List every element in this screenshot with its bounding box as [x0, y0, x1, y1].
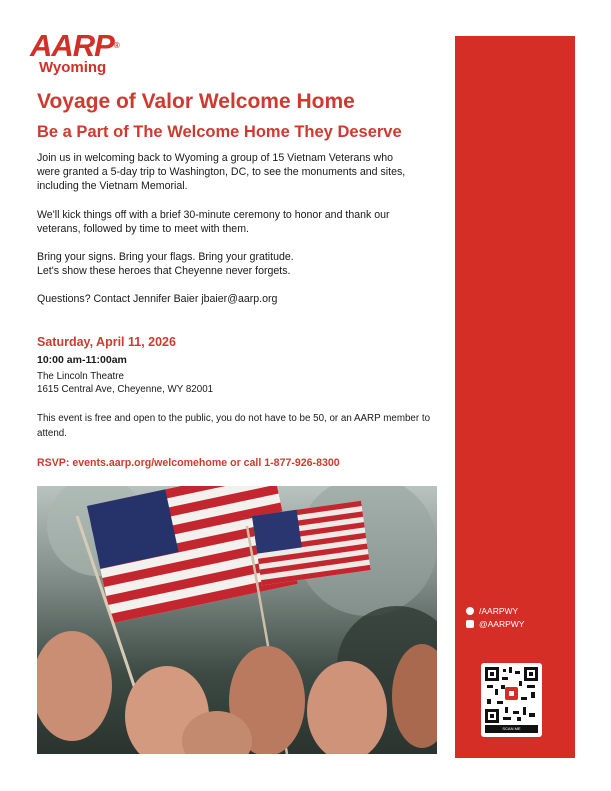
page-subtitle: Be a Part of The Welcome Home They Deserve [37, 123, 402, 141]
qr-code[interactable] [481, 663, 542, 737]
social-links [466, 604, 524, 630]
event-venue [37, 370, 213, 396]
event-date: Saturday, April 11, 2026 [37, 335, 176, 349]
red-side-panel [455, 36, 575, 758]
page-title: Voyage of Valor Welcome Home [37, 90, 355, 113]
rsvp-link[interactable]: RSVP: events.aarp.org/welcomehome or call 1-877-926-8300 [37, 457, 340, 469]
admission-note: This event is free and open to the public, you do not have to be 50, or an AARP member to attend. [37, 413, 431, 439]
event-time: 10:00 am-11:00am [37, 354, 127, 366]
ceremony-paragraph: We'll kick things off with a brief 30-minute ceremony to honor and thank our veterans, followed by time to meet with them. [37, 208, 390, 235]
instagram-link[interactable]: @AARPWY [466, 617, 524, 630]
instagram-icon [466, 620, 474, 628]
flags-illustration [37, 486, 437, 754]
flags-photo [37, 486, 437, 754]
qr-pattern [485, 667, 538, 723]
logo-wordmark: AARP® [30, 28, 119, 63]
venue-name: The Lincoln Theatre [37, 371, 124, 382]
facebook-icon [466, 607, 474, 615]
aarp-logo [30, 28, 119, 76]
logo-state: Wyoming [39, 59, 107, 76]
call-to-action-paragraph: Bring your signs. Bring your flags. Bring your gratitude. Let's show these heroes that Cheyenne never forgets. [37, 251, 294, 278]
facebook-link[interactable]: /AARPWY [466, 604, 524, 617]
event-description [37, 151, 437, 321]
intro-paragraph: Join us in welcoming back to Wyoming a group of 15 Vietnam Veterans who were granted a 5-day trip to Washington, DC, to see the monuments and sites, including the Vietnam Memorial. [37, 152, 406, 193]
scan-me-label: SCAN ME [485, 725, 538, 733]
venue-address: 1615 Central Ave, Cheyenne, WY 82001 [37, 384, 214, 395]
questions-contact: Questions? Contact Jennifer Baier jbaier@aarp.org [37, 293, 278, 306]
